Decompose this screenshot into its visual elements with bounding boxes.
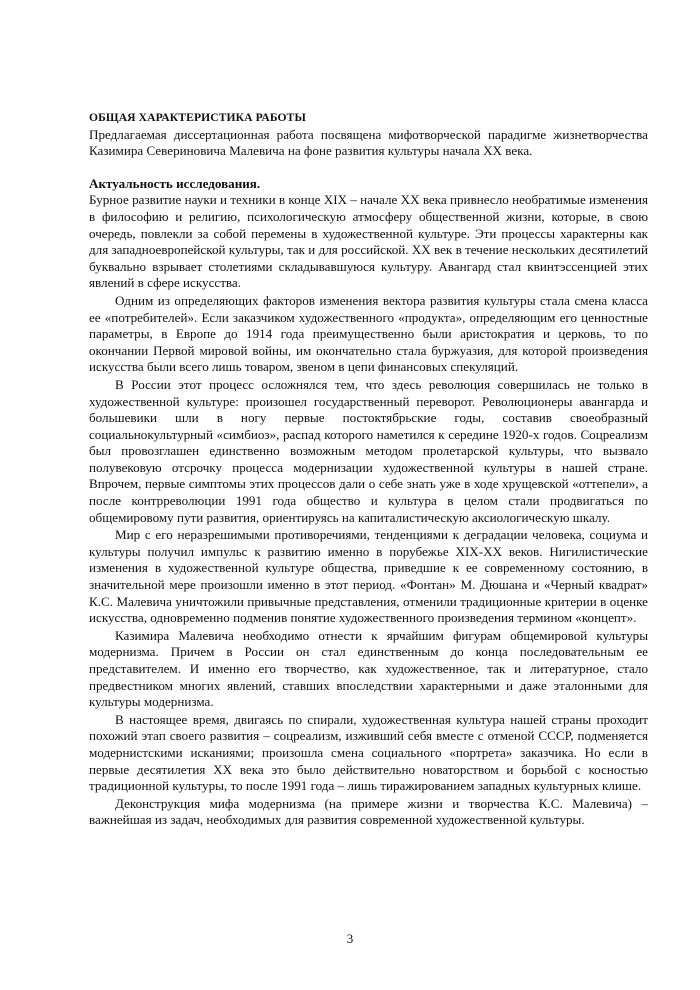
body-paragraph: В России этот процесс осложнялся тем, что здесь революция совершилась не только в художественной культуре: произошел государственный переворот. Революционеры авангарда и большевики шли в ногу первые постоктябрьские годы, составив своеобразный социальнокультурный «симбиоз», распад которого наметился к середине 1920-х годов. Соцреализм был провозглашен единственно возможным методом пролетарской культуры, что вызвало полувековую отсрочку процесса модернизации художественной культуры в нашей стране. Впрочем, первые симптомы этих процессов дали о себе знать уже в ходе хрущевской «оттепели», а после контрреволюции 1991 года общество и культура в целом стали продвигаться по общемировому пути развития, ориентируясь на капиталистическую аксиологическую шкалу. (89, 376, 648, 525)
body-paragraph: Казимира Малевича необходимо отнести к ярчайшим фигурам общемировой культуры модернизма. Причем в России он стал единственным до конца последовательным ее представителем. И именно его творчество, как художественное, так и литературное, стало предвестником многих явлений, ставших впоследствии характерными и даже эталонными для культуры модернизма. (89, 627, 648, 710)
body-paragraph: В настоящее время, двигаясь по спирали, художественная культура нашей страны проходит похожий этап своего развития – соцреализм, изживший себя вместе с отменой СССР, подменяется модернистскими исканиями; произошла смена социального «портрета» заказчика. Но если в первые десятилетия XX века это было действительно новаторством и борьбой с косностью традиционной культуры, то после 1991 года – лишь тиражированием западных культурных клише. (89, 711, 648, 794)
document-heading: ОБЩАЯ ХАРАКТЕРИСТИКА РАБОТЫ (89, 111, 306, 124)
section-title: Актуальность исследования. (89, 175, 261, 191)
document-body (89, 110, 648, 829)
page-number: 3 (346, 931, 354, 946)
intro-paragraph: Предлагаемая диссертационная работа посвящена мифотворческой парадигме жизнетворчества Казимира Севериновича Малевича на фоне развития культуры начала XX века. (89, 126, 648, 159)
body-paragraph: Деконструкция мифа модернизма (на примере жизни и творчества К.С. Малевича) – важнейшая из задач, необходимых для развития современной художественной культуры. (89, 795, 648, 828)
body-paragraph: Мир с его неразрешимыми противоречиями, тенденциями к деградации человека, социума и культуры получил импульс к развитию именно в порубежье XIX-XX веков. Нигилистические изменения в художественной культуре общества, приведшие к ее современному состоянию, в значительной мере произошли именно в этот период. «Фонтан» М. Дюшана и «Черный квадрат» К.С. Малевича уничтожили привычные представления, отменили традиционные критерии в оценке искусства, одновременно подменив понятие художественного произведения термином «концепт». (89, 527, 648, 626)
body-paragraph: Бурное развитие науки и техники в конце XIX – начале XX века привнесло необратимые изменения в философию и религию, психологическую атмосферу общественной жизни, которые, в свою очередь, повлекли за собой перемены в художественной культуре. Эти процессы характерны как для западноевропейской культуры, так и для российской. XX век в течение нескольких десятилетий буквально взрывает столетиями складывавшуюся культуру. Авангард стал квинтэссенцией этих явлений в сфере искусства. (89, 192, 648, 291)
body-paragraph: Одним из определяющих факторов изменения вектора развития культуры стала смена класса ее «потребителей». Если заказчиком художественного «продукта», определяющим его ценностные параметры, в Европе до 1914 года преимущественно были аристократия и церковь, то по окончании Первой мировой войны, им окончательно стала буржуазия, для которой произведения искусства были всего лишь товаром, звеном в цепи финансовых спекуляций. (89, 292, 648, 375)
